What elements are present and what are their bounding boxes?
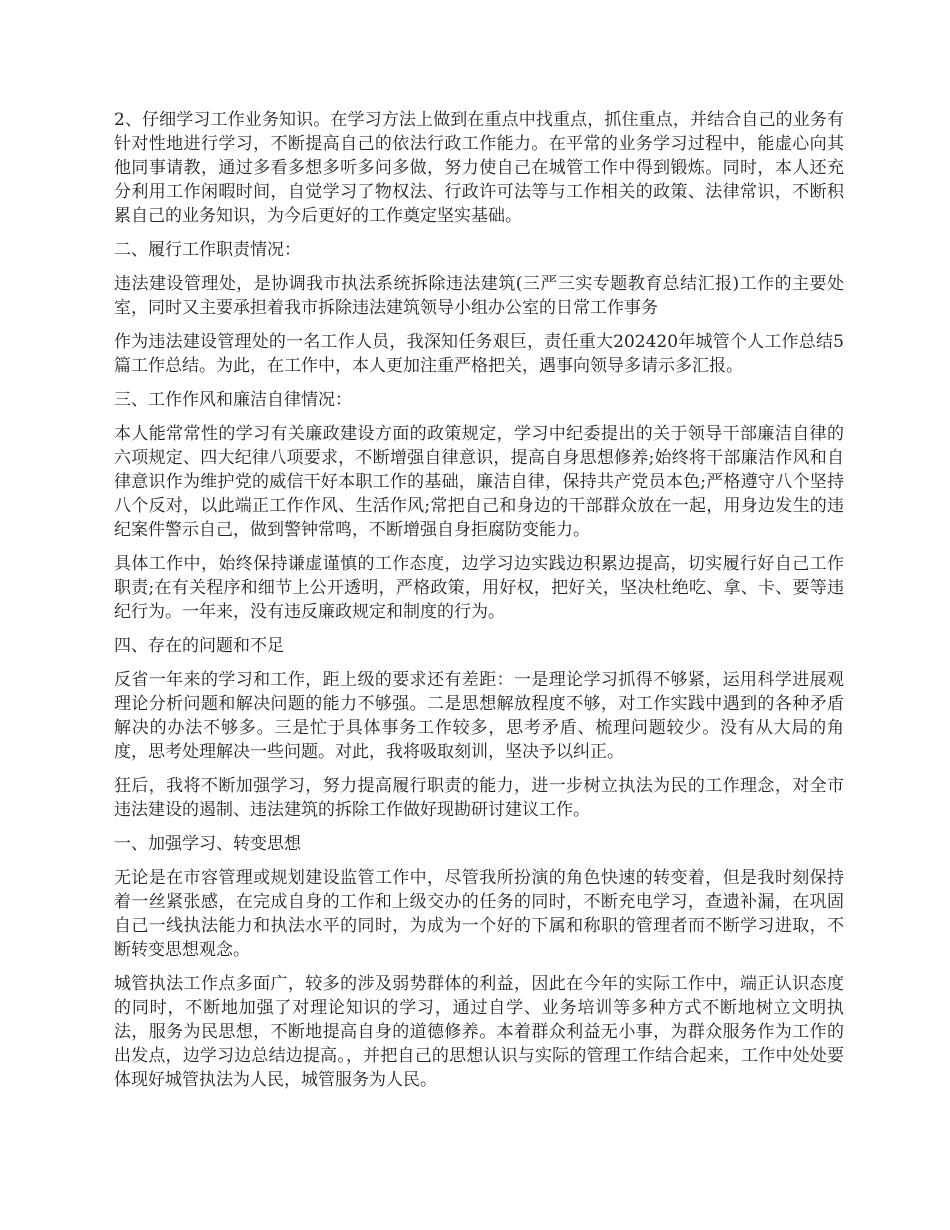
paragraph-enforcement-service: 城管执法工作点多面广，较多的涉及弱势群体的利益，因此在今年的实际工作中，端正认识态度的同时，不断地加强了对理论知识的学习，通过自学、业务培训等多种方式不断地树立文明执法，服务为民思想，不断地提高自身的道德修养。本着群众利益无小事，为群众服务作为工作的出发点，边学习边总结边提高。，并把自己的思想认识与实际的管理工作结合起来，工作中处处要体现好城管执法为人民，城管服务为人民。 (114, 974, 844, 1090)
paragraph-staff-responsibility: 作为违法建设管理处的一名工作人员，我深知任务艰巨，责任重大202420年城管个人工作总结5篇工作总结。为此，在工作中，本人更加注重严格把关，遇事向领导多请示多汇报。 (114, 332, 844, 376)
paragraph-future-plan: 狂后，我将不断加强学习，努力提高履行职责的能力，进一步树立执法为民的工作理念，对全市违法建设的遏制、违法建筑的拆除工作做好现勘研讨建议工作。 (114, 776, 844, 820)
paragraph-reflection: 反省一年来的学习和工作，距上级的要求还有差距：一是理论学习抓得不够紧，运用科学进展观理论分析问题和解决问题的能力不够强。二是思想解放程度不够，对工作实践中遇到的各种矛盾解决的办法不够多。三是忙于具体事务工作较多，思考矛盾、梳理问题较少。没有从大局的角度，思考处理解决一些问题。对此，我将吸取刻训，坚决予以纠正。 (114, 670, 844, 762)
section-heading-duties: 二、履行工作职责情况： (114, 240, 301, 260)
section-heading-strengthen-study: 一、加强学习、转变思想 (114, 834, 301, 854)
paragraph-work-attitude: 具体工作中，始终保持谦虚谨慎的工作态度，边学习边实践边积累边提高，切实履行好自己工作职责;在有关程序和细节上公开透明，严格政策，用好权，把好关，坚决杜绝吃、拿、卡、要等违纪行为。一年来，没有违反廉政规定和制度的行为。 (114, 554, 844, 622)
paragraph-integrity-study: 本人能常常性的学习有关廉政建设方面的政策规定，学习中纪委提出的关于领导干部廉洁自律的六项规定、四大纪律八项要求，不断增强自律意识，提高自身思想修养;始终将干部廉洁作风和自律意识作为维护党的威信干好本职工作的基础，廉洁自律，保持共产党员本色;严格遵守八个坚持八个反对，以此端正工作作风、生活作风;常把自己和身边的干部群众放在一起，用身边发生的违纪案件警示自己，做到警钟常鸣，不断增强自身拒腐防变能力。 (114, 424, 844, 540)
document-body (114, 108, 844, 1102)
section-heading-problems: 四、存在的问题和不足 (114, 636, 284, 656)
section-heading-integrity: 三、工作作风和廉洁自律情况： (114, 390, 352, 410)
paragraph-office-role: 违法建设管理处，是协调我市执法系统拆除违法建筑(三严三实专题教育总结汇报)工作的主要处室，同时又主要承担着我市拆除违法建筑领导小组办公室的日常工作事务 (114, 274, 844, 318)
paragraph-continuous-learning: 无论是在市容管理或规划建设监管工作中，尽管我所扮演的角色快速的转变着，但是我时刻保持着一丝紧张感，在完成自身的工作和上级交办的任务的同时，不断充电学习，查遗补漏，在巩固自己一线执法能力和执法水平的同时，为成为一个好的下属和称职的管理者而不断学习进取，不断转变思想观念。 (114, 868, 844, 960)
paragraph-study-knowledge: 2、仔细学习工作业务知识。在学习方法上做到在重点中找重点，抓住重点，并结合自己的业务有针对性地进行学习，不断提高自己的依法行政工作能力。在平常的业务学习过程中，能虚心向其他同事请教，通过多看多想多听多问多做，努力使自己在城管工作中得到锻炼。同时，本人还充分利用工作闲暇时间，自觉学习了物权法、行政许可法等与工作相关的政策、法律常识，不断积累自己的业务知识，为今后更好的工作奠定坚实基础。 (114, 110, 844, 226)
